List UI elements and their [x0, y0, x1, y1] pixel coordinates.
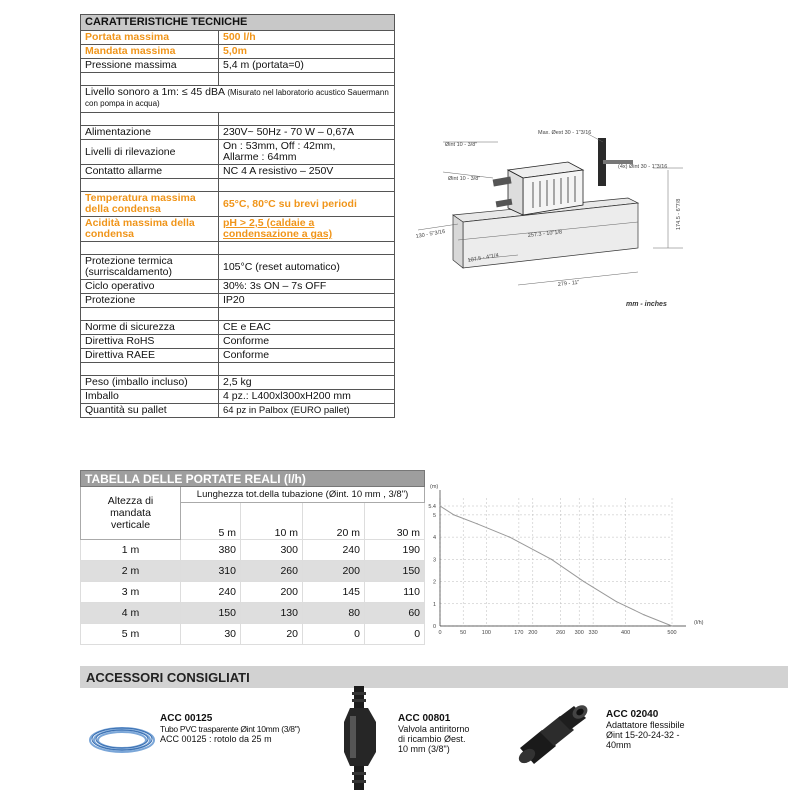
flow-cell: 310 [181, 561, 241, 582]
x-tick-label: 0 [438, 630, 442, 636]
units-label: mm - inches [626, 301, 667, 308]
spec-table [80, 14, 395, 418]
table-row [81, 582, 425, 603]
flow-cell: 0 [303, 624, 365, 645]
spec-value: NC 4 A resistivo – 250V [219, 165, 395, 179]
flow-cell: 80 [303, 603, 365, 624]
spec-label: Livelli di rilevazione [81, 140, 219, 165]
accessory-desc: Øint 15-20-24-32 - [606, 730, 680, 740]
spec-value: 64 pz in Palbox (EURO pallet) [219, 404, 395, 418]
x-tick-label: 300 [574, 630, 584, 636]
spec-label: Contatto allarme [81, 165, 219, 179]
accessory-desc: di ricambio Øest. [398, 734, 466, 744]
accessory-desc: Tubo PVC trasparente Øint 10mm (3/8") [160, 724, 300, 734]
accessory-desc: Valvola antiritorno [398, 724, 470, 734]
spec-value: On : 53mm, Off : 42mm, [223, 140, 336, 152]
spec-label: Pressione massima [81, 59, 219, 73]
spec-label: Ciclo operativo [81, 280, 219, 294]
flow-row-label: 5 m [81, 624, 181, 645]
spec-value: 2,5 kg [219, 376, 395, 390]
flow-curve-point [453, 514, 454, 515]
dim-label: Øint 10 - 3/8" [448, 176, 481, 182]
x-tick-label: 330 [588, 630, 598, 636]
flow-cell: 30 [181, 624, 241, 645]
accessory-desc: 10 mm (3/8") [398, 744, 450, 754]
spec-label: Alimentazione [81, 126, 219, 140]
y-tick-label: 4 [432, 535, 436, 542]
spec-row-ciclo [81, 280, 395, 294]
spec-row-pallet [81, 404, 395, 418]
flow-cell: 190 [365, 540, 425, 561]
spec-row-peso [81, 376, 395, 390]
flow-row-header-line: mandata [110, 507, 151, 519]
flow-col-header: 20 m [303, 503, 365, 540]
flow-curve-point [551, 559, 552, 560]
spec-row-livelli [81, 140, 395, 165]
x-tick-label: 400 [621, 630, 631, 636]
spec-label: Quantità su pallet [81, 404, 219, 418]
dim-label: Øint 10 - 3/8" [445, 142, 478, 148]
flow-curve-point [616, 601, 617, 602]
spec-row-contatto [81, 165, 395, 179]
table-row [81, 603, 425, 624]
flow-cell: 380 [181, 540, 241, 561]
spec-value: 5,0m [219, 45, 395, 59]
spec-value: pH > 2,5 (caldaie a [223, 217, 315, 229]
spec-row-portata [81, 31, 395, 45]
accessory-code: ACC 02040 [606, 709, 659, 720]
flow-cell: 20 [241, 624, 303, 645]
flow-col-header: 30 m [365, 503, 425, 540]
accessory-desc: Adattatore flessibile [606, 720, 685, 730]
x-tick-label: 500 [667, 630, 677, 636]
flow-row-label: 3 m [81, 582, 181, 603]
y-tick-label: 0 [432, 624, 436, 630]
flow-cell: 260 [241, 561, 303, 582]
check-valve-image [336, 686, 386, 792]
spec-value: 4 pz.: L400xl300xH200 mm [219, 390, 395, 404]
spec-value: condensazione a gas) [223, 228, 333, 240]
spec-label: Protezione [81, 294, 219, 308]
x-tick-label: 50 [460, 630, 467, 636]
spec-value: CE e EAC [219, 321, 395, 335]
flow-cell: 110 [365, 582, 425, 603]
flow-cell: 240 [181, 582, 241, 603]
flow-curve-point [583, 581, 584, 582]
flow-curve-point [477, 523, 478, 524]
accessory-item [606, 710, 685, 750]
flow-row-header-line: verticale [110, 519, 151, 531]
flow-cell: 150 [365, 561, 425, 582]
spec-row-temperatura [81, 192, 395, 217]
dim-label: 257.3 - 10"1/8 [527, 229, 563, 239]
spec-label: Norme di sicurezza [81, 321, 219, 335]
pvc-tube-coil-image [86, 718, 158, 758]
spec-value: Conforme [219, 335, 395, 349]
spec-title: CARATTERISTICHE TECNICHE [81, 15, 395, 31]
spec-value: 30%: 3s ON – 7s OFF [219, 280, 395, 294]
spec-row-protezione [81, 294, 395, 308]
accessory-desc: 40mm [606, 740, 632, 750]
spec-row-raee [81, 349, 395, 363]
flow-row-header [81, 487, 181, 540]
accessory-item [398, 714, 469, 754]
flexible-adapter-image [512, 700, 602, 770]
x-tick-label: 200 [528, 630, 538, 636]
table-row [81, 624, 425, 645]
flow-curve-point [509, 537, 510, 538]
spec-label: condensa [85, 228, 135, 240]
flow-curve-chart [426, 476, 716, 646]
dim-label: 107.5 - 4"1/4 [467, 252, 500, 264]
y-tick-label: 5.4 [428, 504, 436, 510]
x-tick-label: 170 [514, 630, 524, 636]
flow-curve-point [644, 614, 645, 615]
flow-cell: 240 [303, 540, 365, 561]
dim-label: 174.5 - 6"7/8 [676, 198, 682, 230]
spec-value: Allarme : 64mm [223, 151, 297, 163]
flow-table-subtitle: Lunghezza tot.della tubazione (Øint. 10 mm , 3/8") [181, 487, 425, 503]
flow-table-title: TABELLA DELLE PORTATE REALI (l/h) [81, 471, 425, 487]
y-tick-label: 1 [432, 601, 436, 608]
flow-row-header-line: Altezza di [107, 495, 154, 507]
spec-row-protezione-termica [81, 255, 395, 280]
spec-value: 500 l/h [219, 31, 395, 45]
spec-note: (Misurato nel laboratorio acustico Sauermann con pompa in acqua) [85, 88, 389, 108]
flow-cell: 60 [365, 603, 425, 624]
y-axis-label: (m) [430, 484, 439, 490]
spec-row-livello-sonoro [81, 86, 395, 113]
accessory-code: ACC 00801 [398, 713, 451, 724]
spec-value: 5,4 m (portata=0) [219, 59, 395, 73]
spec-row-imballo [81, 390, 395, 404]
flow-cell: 150 [181, 603, 241, 624]
spec-value: 230V~ 50Hz - 70 W – 0,67A [219, 126, 395, 140]
flow-row-label: 4 m [81, 603, 181, 624]
accessory-code: ACC 00125 [160, 713, 213, 724]
flow-cell: 200 [303, 561, 365, 582]
accessory-item [160, 714, 300, 744]
flow-col-header: 10 m [241, 503, 303, 540]
flow-cell: 145 [303, 582, 365, 603]
x-tick-label: 100 [481, 630, 491, 636]
spec-label: Imballo [81, 390, 219, 404]
spec-label: Temperatura massima [85, 192, 196, 204]
spec-label: Direttiva RAEE [81, 349, 219, 363]
pump-dimension-drawing [398, 120, 698, 320]
spec-label: (surriscaldamento) [85, 266, 172, 278]
spec-label: Mandata massima [81, 45, 219, 59]
spec-label: Direttiva RoHS [81, 335, 219, 349]
spec-row-mandata [81, 45, 395, 59]
spec-label: Livello sonoro a 1m: ≤ 45 dBA [85, 86, 225, 98]
flow-table [80, 470, 425, 645]
accessory-desc: ACC 00125 : rotolo da 25 m [160, 734, 272, 744]
spec-row-norme [81, 321, 395, 335]
flow-row-label: 1 m [81, 540, 181, 561]
flow-curve-point [671, 625, 672, 626]
flow-curve-line [440, 506, 672, 626]
flow-cell: 0 [365, 624, 425, 645]
x-tick-label: 260 [556, 630, 566, 636]
spec-label: Protezione termica [85, 255, 173, 267]
table-row [81, 561, 425, 582]
spec-value: Conforme [219, 349, 395, 363]
spec-value: 65°C, 80°C su brevi periodi [219, 192, 395, 217]
spec-label: Peso (imballo incluso) [81, 376, 219, 390]
dim-label: 279 - 11" [557, 279, 580, 288]
flow-row-label: 2 m [81, 561, 181, 582]
accessories-title: ACCESSORI CONSIGLIATI [86, 670, 250, 685]
dim-label: Max. Øext 30 - 1"3/16 [538, 130, 592, 136]
spec-row-rohs [81, 335, 395, 349]
spec-row-acidita [81, 217, 395, 242]
flow-curve-point [439, 505, 440, 506]
y-tick-label: 3 [432, 557, 436, 564]
flow-cell: 200 [241, 582, 303, 603]
spec-value: 105°C (reset automatico) [219, 255, 395, 280]
y-tick-label: 2 [432, 579, 436, 586]
spec-row-pressione [81, 59, 395, 73]
x-axis-label: (l/h) [694, 620, 704, 626]
spec-label: della condensa [85, 203, 161, 215]
flow-cell: 300 [241, 540, 303, 561]
dim-label: 130 - 5"3/16 [415, 228, 446, 240]
dim-label: (4x) Øint 30 - 1"3/16 [618, 164, 668, 170]
spec-row-alimentazione [81, 126, 395, 140]
flow-cell: 130 [241, 603, 303, 624]
y-tick-label: 5 [432, 512, 436, 519]
spec-value: IP20 [219, 294, 395, 308]
flow-col-header: 5 m [181, 503, 241, 540]
table-row [81, 540, 425, 561]
spec-label: Portata massima [81, 31, 219, 45]
spec-label: Acidità massima della [85, 217, 195, 229]
